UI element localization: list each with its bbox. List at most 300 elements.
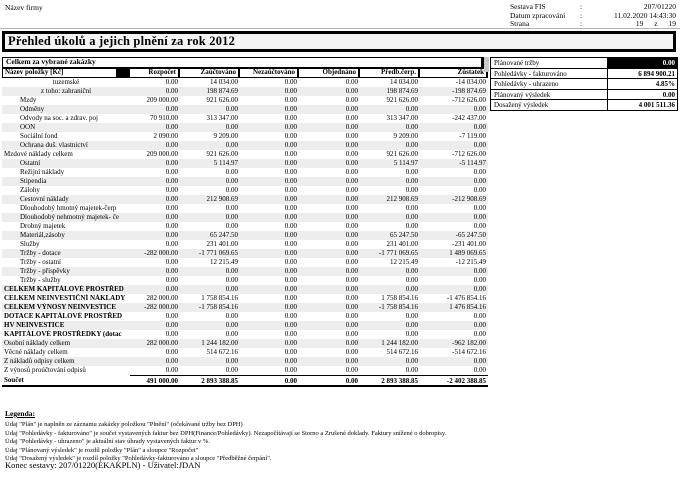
total-value: 2 893 388.85 (381, 377, 418, 385)
column-header: Zaúčtováno (180, 69, 240, 77)
row-value: 921 626.00 (386, 150, 418, 158)
summary-row (490, 99, 678, 111)
meta-separator: : (580, 10, 583, 20)
row-value: 0.00 (284, 150, 297, 158)
row-value: 0.00 (345, 87, 358, 95)
row-value: 0.00 (165, 267, 178, 275)
table-row (2, 141, 488, 150)
row-value: 0.00 (284, 321, 297, 329)
row-label: OON (20, 123, 36, 131)
row-value: 0.00 (284, 159, 297, 167)
row-value: 0.00 (165, 330, 178, 338)
row-value: -712 626.00 (452, 150, 486, 158)
row-value: -65 247.50 (455, 231, 486, 239)
table-row (2, 114, 488, 123)
row-value: 0.00 (345, 357, 358, 365)
row-value: 0.00 (284, 87, 297, 95)
table-row (2, 249, 488, 258)
row-value: 212 908.69 (386, 195, 418, 203)
row-value: 0.00 (225, 285, 238, 293)
row-label: Dlouhodobý nehmotný majetek- če (20, 213, 119, 221)
summary-panel (490, 57, 678, 111)
meta-separator: : (580, 2, 583, 11)
table-row (2, 78, 488, 87)
row-value: -514 672.16 (452, 348, 486, 356)
row-value: 0.00 (225, 312, 238, 320)
row-value: 0.00 (165, 312, 178, 320)
row-value: 0.00 (284, 303, 297, 311)
row-value: 0.00 (165, 276, 178, 284)
row-value: 212 908.69 (206, 195, 238, 203)
summary-value: 4.85% (607, 79, 677, 89)
column-header: Objednáno (299, 69, 360, 77)
table-section-header (2, 57, 488, 68)
legend-line: Údaj "Plánovaný výsledek" je rozdíl položky "Plán" a sloupce "Rozpočet" (5, 446, 199, 454)
row-value: 0.00 (165, 123, 178, 131)
row-label: Ochrana duš. vlastnictví (20, 141, 88, 149)
row-value: 0.00 (165, 285, 178, 293)
table-row (2, 150, 488, 159)
row-label: CELKEM KAPITÁLOVÉ PROSTŘED (4, 285, 124, 293)
row-value: 0.00 (284, 240, 297, 248)
row-value: 0.00 (165, 204, 178, 212)
row-value: 0.00 (165, 141, 178, 149)
meta-label: Sestava FIS (510, 2, 546, 11)
row-label: z toho: zahraniční (40, 87, 92, 95)
row-value: 0.00 (345, 150, 358, 158)
row-value: 0.00 (405, 213, 418, 221)
row-value: 0.00 (284, 276, 297, 284)
row-label: Materiál,zásoby (20, 231, 65, 239)
row-value: 0.00 (225, 330, 238, 338)
table-row (2, 231, 488, 240)
row-value: 0.00 (345, 96, 358, 104)
budget-table (2, 57, 488, 387)
row-value: 0.00 (405, 276, 418, 284)
row-label: Odměny (20, 105, 45, 113)
row-label: DOTACE KAPITÁLOVÉ PROSTŘED (4, 312, 123, 320)
row-value: 0.00 (225, 213, 238, 221)
row-value: 0.00 (405, 267, 418, 275)
row-value: 0.00 (284, 267, 297, 275)
row-label: Stipendia (20, 177, 47, 185)
report-footer: Konec sestavy: 207/01220(EKAKPLN) - Uživatel:JDAN (5, 460, 201, 470)
row-label: Režijní náklady (20, 168, 65, 176)
row-value: 0.00 (284, 78, 297, 86)
row-value: 0.00 (345, 276, 358, 284)
meta-label: Datum zpracování (510, 10, 566, 20)
row-label: tuzemské (52, 78, 80, 86)
row-value: 9 209.00 (393, 132, 418, 140)
row-label: Drobný majetek (20, 222, 66, 230)
row-value: -1 758 854.16 (378, 303, 418, 311)
row-value: 0.00 (473, 321, 486, 329)
column-header: Nezaúčtováno (240, 69, 299, 77)
row-value: 0.00 (284, 339, 297, 347)
table-column-headers (2, 68, 488, 78)
report-meta (510, 3, 676, 29)
row-value: 0.00 (165, 258, 178, 266)
row-value: 0.00 (345, 123, 358, 131)
row-value: 0.00 (345, 321, 358, 329)
row-value: 0.00 (345, 294, 358, 302)
row-value: 0.00 (284, 249, 297, 257)
row-value: 0.00 (165, 213, 178, 221)
summary-label: Dosažený výsledek (494, 101, 549, 109)
row-value: 0.00 (225, 141, 238, 149)
row-value: 0.00 (405, 330, 418, 338)
row-value: 0.00 (405, 321, 418, 329)
row-value: 5 114.97 (393, 159, 418, 167)
legend-line: Údaj "Plán" je naplněn ze záznamu zakázky položkou "Plnění" (očekávané tržby bez DPH) (5, 421, 243, 429)
table-row (2, 132, 488, 141)
table-row (2, 312, 488, 321)
table-row (2, 357, 488, 366)
row-value: 0.00 (345, 204, 358, 212)
row-value: 0.00 (165, 159, 178, 167)
row-value: 0.00 (405, 285, 418, 293)
row-value: 0.00 (284, 348, 297, 356)
row-label: KAPITÁLOVÉ PROSTŘEDKY (dotac (4, 330, 122, 338)
row-label: Z nákladů odpisy celkem (4, 357, 75, 365)
row-value: 0.00 (165, 231, 178, 239)
table-total-values (130, 375, 488, 385)
row-value: 282 000.00 (146, 294, 178, 302)
table-total-label: Součet (4, 376, 24, 384)
summary-value: 0.00 (607, 58, 677, 68)
row-value: 0.00 (345, 168, 358, 176)
table-row (2, 96, 488, 105)
row-value: 0.00 (165, 348, 178, 356)
row-value: 0.00 (284, 132, 297, 140)
column-header: Předb.čerp. (360, 69, 420, 77)
row-label: HV NEINVESTICE (4, 321, 65, 329)
table-row (2, 366, 488, 375)
row-value: 0.00 (473, 276, 486, 284)
row-value: 0.00 (405, 141, 418, 149)
summary-row (490, 89, 678, 101)
row-value: 0.00 (225, 276, 238, 284)
row-label: Odvody na soc. a zdrav. poj (20, 114, 98, 122)
row-value: -1 758 854.16 (198, 303, 238, 311)
header-divider (0, 28, 680, 29)
summary-label: Plánované tržby (494, 59, 540, 67)
row-value: 921 626.00 (206, 96, 238, 104)
row-value: 1 758 854.16 (201, 294, 238, 302)
row-value: 1 489 069.65 (449, 249, 486, 257)
row-value: 0.00 (345, 222, 358, 230)
row-value: -712 626.00 (452, 96, 486, 104)
row-value: 282 000.00 (146, 339, 178, 347)
table-total-row (2, 375, 488, 387)
row-value: 0.00 (284, 105, 297, 113)
row-value: 0.00 (165, 321, 178, 329)
row-value: 313 347.00 (386, 114, 418, 122)
row-value: 0.00 (284, 357, 297, 365)
row-value: 0.00 (405, 366, 418, 374)
row-value: -14 034.00 (455, 78, 486, 86)
table-row (2, 213, 488, 222)
row-value: -1 771 069.65 (378, 249, 418, 257)
row-label: Dlouhodobý hmotný majetek-čerp (20, 204, 117, 212)
table-row (2, 195, 488, 204)
row-value: -1 476 854.16 (446, 294, 486, 302)
row-value: 0.00 (165, 105, 178, 113)
row-value: 0.00 (405, 123, 418, 131)
legend-lines (5, 421, 675, 463)
meta-separator: : (580, 19, 583, 29)
table-row (2, 258, 488, 267)
row-value: 0.00 (284, 168, 297, 176)
total-value: 0.00 (345, 377, 358, 385)
row-value: -242 437.00 (452, 114, 486, 122)
table-row (2, 321, 488, 330)
row-value: 0.00 (345, 78, 358, 86)
row-value: 0.00 (165, 87, 178, 95)
row-value: -282 000.00 (144, 249, 178, 257)
table-row (2, 285, 488, 294)
row-value: 0.00 (345, 366, 358, 374)
row-value: 0.00 (473, 285, 486, 293)
row-label: CELKEM VÝNOSY NEINVESTICE (4, 303, 117, 311)
row-value: -212 908.69 (452, 195, 486, 203)
row-value: 0.00 (473, 366, 486, 374)
row-value: 0.00 (473, 267, 486, 275)
table-row (2, 87, 488, 96)
summary-row (490, 68, 678, 80)
row-value: 0.00 (345, 258, 358, 266)
row-value: 0.00 (225, 321, 238, 329)
table-row (2, 177, 488, 186)
row-label: Věcné náklady celkem (4, 348, 68, 356)
table-row (2, 159, 488, 168)
row-value: -1 771 069.65 (198, 249, 238, 257)
table-row (2, 303, 488, 312)
summary-label: Pohledávky - uhrazeno (494, 80, 559, 88)
summary-label: Pohledávky - fakturováno (494, 69, 567, 78)
row-value: 65 247.50 (390, 231, 418, 239)
table-row (2, 276, 488, 285)
row-value: 0.00 (405, 168, 418, 176)
row-value: 0.00 (405, 222, 418, 230)
row-value: 0.00 (473, 312, 486, 320)
table-row (2, 348, 488, 357)
row-value: 0.00 (284, 294, 297, 302)
page-title: Přehled úkolů a jejich plnění za rok 2012 (8, 34, 236, 48)
row-value: 1 476 854.16 (449, 303, 486, 311)
header-separator-block (118, 69, 130, 77)
column-header-label: Název položky [Kč] (2, 69, 118, 77)
table-row (2, 294, 488, 303)
row-value: 0.00 (473, 330, 486, 338)
row-value: 0.00 (284, 96, 297, 104)
row-value: 0.00 (473, 222, 486, 230)
row-value: 0.00 (165, 186, 178, 194)
summary-value: 4 001 511.36 (607, 100, 677, 110)
column-header: Rozpočet (130, 69, 180, 77)
row-value: 0.00 (284, 258, 297, 266)
row-value: 0.00 (225, 186, 238, 194)
row-value: 1 244 182.00 (381, 339, 418, 347)
meta-value: 19 z 19 (635, 19, 676, 29)
row-value: 65 247.50 (210, 231, 238, 239)
row-value: 0.00 (473, 123, 486, 131)
row-value: 0.00 (225, 177, 238, 185)
row-label: Z výnosů proúčtování odpisů (4, 366, 86, 374)
summary-row (490, 78, 678, 90)
summary-value: 0.00 (607, 90, 677, 100)
row-value: 0.00 (225, 105, 238, 113)
legend-heading: Legenda: (5, 409, 35, 418)
row-label: Ostatní (20, 159, 41, 167)
company-name: Název firmy (5, 3, 43, 12)
row-value: 0.00 (345, 348, 358, 356)
row-value: 0.00 (473, 204, 486, 212)
row-value: 921 626.00 (386, 96, 418, 104)
table-row (2, 204, 488, 213)
table-row (2, 105, 488, 114)
row-value: 198 874.69 (386, 87, 418, 95)
total-value: 0.00 (284, 377, 297, 385)
total-value: 2 893 388.85 (201, 377, 238, 385)
row-value: 14 034.00 (390, 78, 418, 86)
row-value: 2 090.00 (153, 132, 178, 140)
row-value: 921 626.00 (206, 150, 238, 158)
row-value: 0.00 (345, 231, 358, 239)
row-value: 0.00 (284, 213, 297, 221)
row-value: 0.00 (405, 204, 418, 212)
row-value: 0.00 (473, 141, 486, 149)
table-row (2, 267, 488, 276)
row-value: 9 209.00 (213, 132, 238, 140)
row-value: 0.00 (405, 105, 418, 113)
row-value: -962 182.00 (452, 339, 486, 347)
row-value: -231 401.00 (452, 240, 486, 248)
row-label: Tržby - dotace (20, 249, 61, 257)
row-label: Mzdy (20, 96, 37, 104)
row-value: -7 119.00 (459, 132, 486, 140)
row-value: 0.00 (284, 141, 297, 149)
row-value: 0.00 (165, 240, 178, 248)
row-label: Sociální fond (20, 132, 58, 140)
row-value: 0.00 (225, 357, 238, 365)
row-value: 0.00 (345, 339, 358, 347)
row-value: 231 401.00 (206, 240, 238, 248)
row-value: -5 114.97 (459, 159, 486, 167)
row-value: 70 910.00 (150, 114, 178, 122)
row-value: 0.00 (345, 312, 358, 320)
row-label: Tržby - příspěvky (20, 267, 70, 275)
row-value: 0.00 (345, 249, 358, 257)
row-value: 0.00 (284, 366, 297, 374)
summary-label: Plánovaný výsledek (494, 90, 551, 99)
meta-value: 11.02.2020 14:43:30 (613, 10, 676, 20)
row-value: 12 215.49 (210, 258, 238, 266)
row-value: -198 874.69 (452, 87, 486, 95)
legend-line: Údaj "Pohledávky - uhrazeno" je aktuální stav úhrady vystavených faktur v %. (5, 438, 210, 446)
row-value: 0.00 (405, 177, 418, 185)
table-row (2, 240, 488, 249)
row-value: 0.00 (345, 105, 358, 113)
row-value: 0.00 (225, 267, 238, 275)
row-label: Zálohy (20, 186, 40, 194)
row-value: 0.00 (345, 285, 358, 293)
row-value: 0.00 (473, 168, 486, 176)
table-row (2, 123, 488, 132)
row-value: 0.00 (345, 267, 358, 275)
legend-line: Údaj "Dosažený výsledek" je rozdíl položky "Pohledávky-fakturováno a sloupce "Předběžné čerpání". (5, 455, 272, 463)
table-body (2, 78, 488, 375)
row-value: 0.00 (284, 123, 297, 131)
row-value: 0.00 (284, 186, 297, 194)
row-value: 209 000.00 (146, 150, 178, 158)
row-value: 0.00 (345, 132, 358, 140)
row-value: 0.00 (473, 105, 486, 113)
row-value: 313 347.00 (206, 114, 238, 122)
row-value: 0.00 (284, 312, 297, 320)
row-value: 1 244 182.00 (201, 339, 238, 347)
meta-value: 207/01220 (643, 2, 676, 11)
summary-value: 6 894 900.21 (607, 69, 677, 79)
row-value: 514 672.16 (206, 348, 238, 356)
row-value: 0.00 (165, 78, 178, 86)
table-row (2, 339, 488, 348)
column-header: Zůstatek (420, 69, 488, 77)
table-row (2, 168, 488, 177)
table-section-header-label: Celkem za vybrané zakázky (6, 57, 96, 66)
row-value: 0.00 (225, 366, 238, 374)
row-value: 12 215.49 (390, 258, 418, 266)
row-label: CELKEM NEINVESTIČNÍ NÁKLADY (4, 294, 126, 302)
row-value: 0.00 (165, 177, 178, 185)
row-value: 0.00 (473, 357, 486, 365)
row-value: 0.00 (284, 285, 297, 293)
row-value: 0.00 (345, 114, 358, 122)
row-value: 0.00 (165, 168, 178, 176)
row-value: 14 034.00 (210, 78, 238, 86)
row-value: 5 114.97 (213, 159, 238, 167)
row-value: 0.00 (225, 222, 238, 230)
legend (5, 410, 675, 463)
total-value: -2 402 388.85 (446, 377, 486, 385)
row-value: 0.00 (225, 168, 238, 176)
row-label: Cestovní náklady (20, 195, 69, 203)
row-value: 0.00 (473, 213, 486, 221)
summary-row (490, 57, 678, 69)
row-value: 0.00 (345, 330, 358, 338)
row-value: 0.00 (165, 366, 178, 374)
row-value: 0.00 (345, 303, 358, 311)
row-value: -282 000.00 (144, 303, 178, 311)
table-row (2, 330, 488, 339)
row-label: Služby (20, 240, 40, 248)
legend-line: Údaj "Pohledávky - fakturováno" je součet vystavených faktur bez DPH(Finance/Pohledávky). Nezapočítávají se Storno a Zrušené doklady. Faktury snížené o dobropisy. (5, 429, 447, 437)
row-value: 0.00 (284, 114, 297, 122)
row-value: 1 758 854.16 (381, 294, 418, 302)
meta-label: Strana (510, 19, 530, 29)
row-label: Tržby - ostatní (20, 258, 61, 266)
row-value: 0.00 (284, 231, 297, 239)
row-value: 0.00 (345, 186, 358, 194)
row-value: 0.00 (405, 357, 418, 365)
row-value: 0.00 (473, 177, 486, 185)
row-value: 0.00 (345, 141, 358, 149)
total-value: 491 000.00 (146, 377, 178, 385)
row-value: -12 215.49 (455, 258, 486, 266)
row-value: 514 672.16 (386, 348, 418, 356)
row-value: 0.00 (225, 204, 238, 212)
row-label: Osobní náklady celkem (4, 339, 71, 347)
